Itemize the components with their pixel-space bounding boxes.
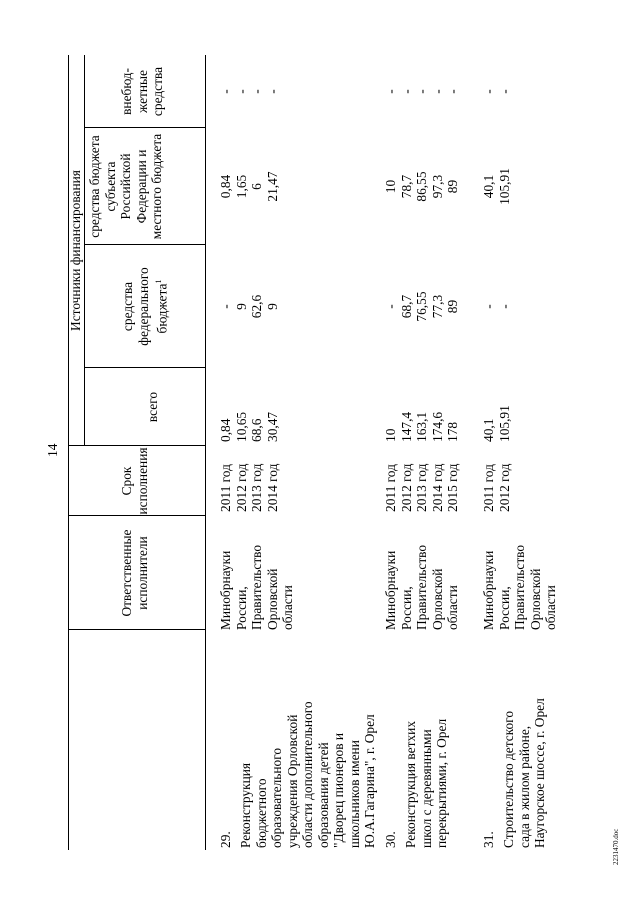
value-cell: 174,6 xyxy=(429,411,445,442)
value-cell: - xyxy=(429,89,445,94)
value-cell: 97,3 xyxy=(429,174,445,199)
text-line: Орловской xyxy=(264,568,280,630)
header-funding-sources: Источники финансирования xyxy=(68,170,83,331)
regional-values xyxy=(383,128,461,245)
value-cell: 78,7 xyxy=(398,174,414,199)
value-cell: - xyxy=(218,304,233,309)
value-cell: 147,4 xyxy=(398,411,414,442)
value-cell: 10 xyxy=(383,179,398,194)
value-cell: 105,91 xyxy=(496,168,512,205)
extrabudgetary-values xyxy=(383,55,461,128)
year: 2014 год xyxy=(429,463,445,512)
value-cell: - xyxy=(233,89,249,94)
text-line: бюджетного xyxy=(253,778,269,848)
value-cell: 89 xyxy=(445,179,460,194)
text-line: области xyxy=(543,585,558,630)
year: 2012 год xyxy=(496,463,512,512)
text-line: учреждения Орловской xyxy=(284,714,300,848)
year: 2011 год xyxy=(218,464,233,512)
federal-values xyxy=(218,245,280,368)
page-number: 14 xyxy=(45,443,60,457)
header-federal-footnote: 1 xyxy=(154,279,163,284)
value-cell: 10,65 xyxy=(233,411,249,442)
value-cell: - xyxy=(264,89,280,94)
regional-values xyxy=(481,128,512,245)
text-line: школьников имени xyxy=(346,740,362,848)
value-cell: 10 xyxy=(383,428,398,442)
footer-doc-code: 2231470.doc xyxy=(612,828,620,865)
value-cell: - xyxy=(496,89,512,94)
value-cell: 0,84 xyxy=(218,418,233,442)
text-line: образовательного xyxy=(269,747,284,848)
year: 2015 год xyxy=(445,463,460,512)
row-number: 30. xyxy=(383,831,398,848)
header-responsible: Ответственные исполнители xyxy=(119,529,150,617)
text-line: Минобрнауки xyxy=(218,550,233,630)
text-line: Минобрнауки xyxy=(481,550,496,630)
value-cell: 77,3 xyxy=(429,294,445,319)
value-cell: - xyxy=(249,89,264,94)
row-number: 31. xyxy=(481,831,496,848)
year: 2013 год xyxy=(249,463,264,512)
value-cell: - xyxy=(481,89,496,94)
text-line: России, xyxy=(233,586,249,630)
text-line: Правительство xyxy=(414,544,429,630)
total-values xyxy=(481,405,512,442)
total-values xyxy=(383,412,461,442)
value-cell: 9 xyxy=(233,303,249,310)
value-cell: 89 xyxy=(445,299,460,314)
value-cell: 0,84 xyxy=(218,174,233,199)
value-cell: - xyxy=(414,89,429,94)
value-cell: - xyxy=(383,304,398,309)
text-line: Орловской xyxy=(527,568,543,630)
header-federal-text: средства федерального бюджета xyxy=(120,267,170,346)
value-cell: - xyxy=(496,304,512,309)
value-cell: 40,1 xyxy=(481,418,496,442)
total-values xyxy=(218,412,280,442)
text-line: Минобрнауки xyxy=(383,550,398,630)
header-federal xyxy=(120,245,170,368)
text-line: России, xyxy=(398,586,414,630)
object-name xyxy=(238,701,378,848)
value-cell: 68,6 xyxy=(249,418,264,442)
value-cell: 62,6 xyxy=(249,294,264,319)
year: 2012 год xyxy=(398,463,414,512)
text-line: Правительство xyxy=(512,544,527,630)
text-line: образования детей xyxy=(315,742,331,848)
years xyxy=(383,464,461,512)
value-cell: 105,91 xyxy=(496,405,512,442)
value-cell: 86,55 xyxy=(414,171,429,202)
extrabudgetary-values xyxy=(481,55,512,128)
value-cell: 163,1 xyxy=(414,411,429,442)
year: 2013 год xyxy=(414,463,429,512)
executors xyxy=(218,545,296,630)
header-total: всего xyxy=(145,391,160,423)
header-term: Срок исполнения xyxy=(119,447,150,515)
text-line: Наугорское шоссе, г. Орел xyxy=(532,698,547,848)
text-line: Реконструкция ветхих xyxy=(403,720,418,848)
federal-values xyxy=(383,245,461,368)
text-line: Реконструкция xyxy=(238,762,253,848)
regional-values xyxy=(218,128,280,245)
value-cell: - xyxy=(218,89,233,94)
text-line: Ю.А.Гагарина", г. Орел xyxy=(362,714,377,848)
year: 2011 год xyxy=(383,464,398,512)
value-cell: 9 xyxy=(264,303,280,310)
value-cell: - xyxy=(398,89,414,94)
header-extrabudgetary: внебюд-жетные средства xyxy=(119,66,165,117)
value-cell: - xyxy=(445,89,460,94)
text-line: Строительство детского xyxy=(501,710,516,848)
executors xyxy=(383,545,461,630)
text-line: России, xyxy=(496,586,512,630)
value-cell: 21,47 xyxy=(264,171,280,202)
header-regional: средства бюджета субъекта Российской Федерации и местного бюджета xyxy=(87,133,164,240)
value-cell: 40,1 xyxy=(481,174,496,199)
value-cell: 1,65 xyxy=(233,174,249,199)
executors xyxy=(481,545,559,630)
funding-group-line xyxy=(84,55,85,446)
value-cell: 76,55 xyxy=(414,291,429,322)
text-line: Орловской xyxy=(429,568,445,630)
federal-values xyxy=(481,245,512,368)
text-line: перекрытиями, г. Орел xyxy=(434,718,449,848)
years xyxy=(481,464,512,512)
years xyxy=(218,464,280,512)
text-line: области xyxy=(280,585,295,630)
text-line: "Дворец пионеров и xyxy=(331,732,346,848)
text-line: области xyxy=(445,585,460,630)
extrabudgetary-values xyxy=(218,55,280,128)
value-cell: 30,47 xyxy=(264,411,280,442)
value-cell: - xyxy=(383,89,398,94)
object-name xyxy=(501,698,548,848)
value-cell: 178 xyxy=(445,421,460,442)
year: 2011 год xyxy=(481,464,496,512)
table-header-line xyxy=(205,55,206,850)
text-line: Правительство xyxy=(249,544,264,630)
value-cell: 6 xyxy=(249,183,264,190)
text-line: школ с деревянными xyxy=(418,729,434,848)
value-cell: - xyxy=(481,304,496,309)
row-number: 29. xyxy=(218,831,233,848)
year: 2014 год xyxy=(264,463,280,512)
text-line: сада в жилом районе, xyxy=(516,725,532,848)
year: 2012 год xyxy=(233,463,249,512)
text-line: области дополнительного xyxy=(300,701,315,848)
value-cell: 68,7 xyxy=(398,294,414,319)
object-name xyxy=(403,719,450,848)
